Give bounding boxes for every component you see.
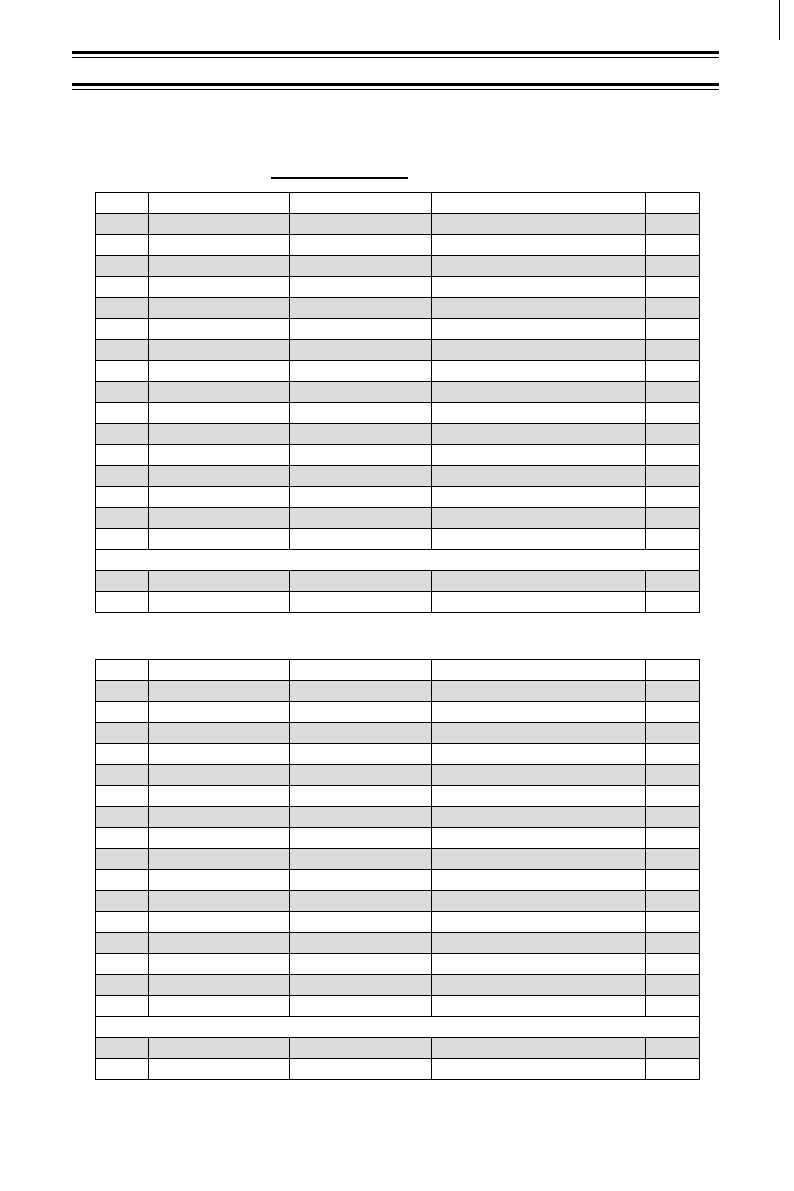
table-cell xyxy=(432,660,646,681)
table-cell xyxy=(646,298,700,319)
table-cell xyxy=(290,954,432,975)
table-cell xyxy=(432,508,646,529)
table-cell xyxy=(290,702,432,723)
table-cell xyxy=(149,571,290,592)
table-cell xyxy=(96,975,149,996)
table-cell xyxy=(432,361,646,382)
table-cell xyxy=(96,382,149,403)
data-table-1 xyxy=(95,192,700,613)
table-cell xyxy=(290,445,432,466)
table-cell xyxy=(646,912,700,933)
table-cell xyxy=(149,744,290,765)
header-text xyxy=(72,62,719,80)
table-cell xyxy=(432,193,646,214)
table-row xyxy=(96,424,700,445)
table-cell xyxy=(646,744,700,765)
table-cell xyxy=(432,807,646,828)
table-cell xyxy=(96,361,149,382)
table-cell xyxy=(149,424,290,445)
table-cell xyxy=(96,445,149,466)
table-cell xyxy=(290,870,432,891)
data-table-2 xyxy=(95,659,700,1080)
table-cell xyxy=(149,849,290,870)
table-cell xyxy=(290,891,432,912)
table-cell xyxy=(290,277,432,298)
table-cell xyxy=(96,256,149,277)
table-cell xyxy=(646,1038,700,1059)
table-cell xyxy=(290,529,432,550)
table-cell xyxy=(96,849,149,870)
table-cell xyxy=(96,235,149,256)
table-cell xyxy=(96,319,149,340)
table-cell xyxy=(432,256,646,277)
table-row xyxy=(96,403,700,424)
table-row xyxy=(96,912,700,933)
table-cell xyxy=(432,592,646,613)
table-cell xyxy=(96,592,149,613)
table-cell xyxy=(96,1038,149,1059)
table-cell xyxy=(96,660,149,681)
table-cell xyxy=(290,681,432,702)
page-number-mark xyxy=(771,0,780,40)
table-row xyxy=(96,660,700,681)
table-row xyxy=(96,954,700,975)
table-cell xyxy=(432,912,646,933)
table-cell xyxy=(96,807,149,828)
table-cell xyxy=(149,508,290,529)
table-cell xyxy=(646,723,700,744)
table-cell xyxy=(149,1059,290,1080)
table-cell xyxy=(290,508,432,529)
table-cell xyxy=(646,849,700,870)
table-row xyxy=(96,361,700,382)
table-row xyxy=(96,277,700,298)
table-cell xyxy=(290,193,432,214)
table-cell xyxy=(646,508,700,529)
table-cell xyxy=(290,744,432,765)
table-cell xyxy=(96,912,149,933)
table-cell xyxy=(646,340,700,361)
table-cell xyxy=(290,807,432,828)
table-cell xyxy=(290,214,432,235)
table-cell xyxy=(646,592,700,613)
table-cell xyxy=(432,214,646,235)
table-cell xyxy=(290,466,432,487)
table-cell xyxy=(96,403,149,424)
table-cell xyxy=(96,298,149,319)
table-cell xyxy=(149,765,290,786)
table-cell xyxy=(432,891,646,912)
table-row xyxy=(96,891,700,912)
table-row xyxy=(96,933,700,954)
table-row xyxy=(96,786,700,807)
table-cell xyxy=(149,298,290,319)
table-cell xyxy=(646,975,700,996)
table-cell xyxy=(646,466,700,487)
table-cell xyxy=(96,1059,149,1080)
table-cell xyxy=(646,403,700,424)
table-cell xyxy=(646,1059,700,1080)
table-cell xyxy=(290,1038,432,1059)
table-cell xyxy=(96,954,149,975)
table-cell xyxy=(290,933,432,954)
table-cell xyxy=(96,996,149,1017)
table-cell xyxy=(290,786,432,807)
table-cell xyxy=(646,214,700,235)
header-rule-top-thin xyxy=(72,57,719,58)
table-cell xyxy=(646,807,700,828)
table-cell xyxy=(96,744,149,765)
table-cell xyxy=(646,382,700,403)
table-row xyxy=(96,298,700,319)
table-row xyxy=(96,681,700,702)
table-cell xyxy=(96,214,149,235)
table-cell xyxy=(646,256,700,277)
table-cell xyxy=(646,361,700,382)
table-cell xyxy=(646,681,700,702)
table-row xyxy=(96,529,700,550)
table-cell xyxy=(149,445,290,466)
table-cell xyxy=(646,702,700,723)
table-row xyxy=(96,508,700,529)
table-cell xyxy=(290,571,432,592)
table-cell xyxy=(96,277,149,298)
table-row xyxy=(96,592,700,613)
table-cell xyxy=(432,849,646,870)
table-cell xyxy=(96,424,149,445)
table-cell xyxy=(290,361,432,382)
table-row xyxy=(96,870,700,891)
table-row xyxy=(96,487,700,508)
table-cell xyxy=(432,277,646,298)
table-cell xyxy=(432,445,646,466)
table-cell xyxy=(290,403,432,424)
table-cell xyxy=(432,571,646,592)
table-cell xyxy=(290,828,432,849)
table-cell xyxy=(432,765,646,786)
table-cell xyxy=(432,298,646,319)
table-cell xyxy=(96,466,149,487)
table-cell xyxy=(149,592,290,613)
table-cell xyxy=(290,1059,432,1080)
table-cell xyxy=(646,954,700,975)
table-cell xyxy=(646,193,700,214)
table-row xyxy=(96,340,700,361)
table-cell xyxy=(149,807,290,828)
table-cell xyxy=(432,403,646,424)
table-cell xyxy=(646,277,700,298)
table-cell xyxy=(432,933,646,954)
table-cell xyxy=(432,466,646,487)
table-cell xyxy=(149,975,290,996)
table-cell xyxy=(432,319,646,340)
table-cell xyxy=(432,382,646,403)
table-section-row xyxy=(96,1017,700,1038)
table-cell xyxy=(646,891,700,912)
table-cell xyxy=(646,828,700,849)
table-cell xyxy=(290,723,432,744)
table-cell xyxy=(149,466,290,487)
table-cell xyxy=(96,193,149,214)
table-cell xyxy=(149,933,290,954)
table-cell xyxy=(149,954,290,975)
table-cell xyxy=(149,319,290,340)
table-cell xyxy=(149,193,290,214)
table-cell xyxy=(149,235,290,256)
table-cell xyxy=(646,487,700,508)
table-cell xyxy=(96,681,149,702)
table-cell xyxy=(432,235,646,256)
header-rule-bottom xyxy=(72,83,719,86)
section-title xyxy=(271,158,408,176)
table-cell xyxy=(149,828,290,849)
table-cell xyxy=(432,870,646,891)
table-cell xyxy=(96,828,149,849)
table-cell xyxy=(149,891,290,912)
table-section-row xyxy=(96,550,700,571)
table-cell xyxy=(432,996,646,1017)
table-cell xyxy=(432,424,646,445)
table-cell xyxy=(432,828,646,849)
table-cell xyxy=(149,277,290,298)
table-cell xyxy=(149,996,290,1017)
table-cell xyxy=(290,382,432,403)
table-cell xyxy=(96,870,149,891)
table-cell xyxy=(149,382,290,403)
table-cell xyxy=(290,235,432,256)
table-row xyxy=(96,975,700,996)
table-row xyxy=(96,849,700,870)
table-cell xyxy=(290,765,432,786)
table-row xyxy=(96,382,700,403)
table-cell xyxy=(149,361,290,382)
table-row xyxy=(96,256,700,277)
table-cell xyxy=(149,723,290,744)
table-cell xyxy=(96,933,149,954)
table-row xyxy=(96,571,700,592)
table-cell xyxy=(646,445,700,466)
table-cell xyxy=(646,529,700,550)
table-row xyxy=(96,1038,700,1059)
table-cell xyxy=(149,702,290,723)
table-cell xyxy=(149,214,290,235)
table-cell xyxy=(149,912,290,933)
table-cell xyxy=(290,996,432,1017)
table-cell xyxy=(290,912,432,933)
table-cell xyxy=(646,571,700,592)
table-cell xyxy=(96,487,149,508)
table-cell xyxy=(432,681,646,702)
table-cell xyxy=(290,298,432,319)
table-row xyxy=(96,235,700,256)
table-cell xyxy=(432,786,646,807)
section-title-underline xyxy=(271,177,408,179)
table-cell xyxy=(432,975,646,996)
table-cell xyxy=(149,487,290,508)
table-cell xyxy=(96,508,149,529)
table-row xyxy=(96,1059,700,1080)
table-cell xyxy=(432,702,646,723)
table-row xyxy=(96,765,700,786)
table-cell xyxy=(432,1059,646,1080)
table-row xyxy=(96,445,700,466)
table-cell xyxy=(96,571,149,592)
table-cell xyxy=(646,933,700,954)
table-cell xyxy=(290,592,432,613)
table-cell xyxy=(149,403,290,424)
table-cell xyxy=(432,529,646,550)
table-cell xyxy=(290,975,432,996)
table-cell xyxy=(432,340,646,361)
table-cell xyxy=(432,1038,646,1059)
table-row xyxy=(96,996,700,1017)
table-cell xyxy=(149,340,290,361)
table-cell xyxy=(290,424,432,445)
table-cell xyxy=(96,891,149,912)
table-row xyxy=(96,214,700,235)
table-cell xyxy=(646,870,700,891)
table-cell xyxy=(290,849,432,870)
table-cell xyxy=(646,424,700,445)
table-cell xyxy=(432,954,646,975)
table-row xyxy=(96,723,700,744)
table-cell xyxy=(149,786,290,807)
table-cell xyxy=(149,870,290,891)
table-row xyxy=(96,193,700,214)
table-cell xyxy=(432,487,646,508)
table-cell xyxy=(96,340,149,361)
table-cell xyxy=(646,786,700,807)
table-cell xyxy=(432,744,646,765)
table-section-cell xyxy=(96,550,700,571)
table-cell xyxy=(646,319,700,340)
table-cell xyxy=(96,702,149,723)
table-cell xyxy=(290,256,432,277)
table-row xyxy=(96,319,700,340)
table-row xyxy=(96,744,700,765)
table-cell xyxy=(646,765,700,786)
table-cell xyxy=(149,660,290,681)
table-cell xyxy=(96,765,149,786)
table-cell xyxy=(646,235,700,256)
table-section-cell xyxy=(96,1017,700,1038)
table-row xyxy=(96,828,700,849)
table-cell xyxy=(96,723,149,744)
table-cell xyxy=(96,529,149,550)
table-cell xyxy=(149,681,290,702)
table-row xyxy=(96,466,700,487)
table-cell xyxy=(290,487,432,508)
table-row xyxy=(96,807,700,828)
table-cell xyxy=(290,319,432,340)
table-cell xyxy=(149,256,290,277)
header-rule-top xyxy=(72,51,719,54)
table-cell xyxy=(646,660,700,681)
header-rule-bottom-thin xyxy=(72,89,719,90)
table-cell xyxy=(149,1038,290,1059)
table-cell xyxy=(290,340,432,361)
table-cell xyxy=(96,786,149,807)
table-cell xyxy=(646,996,700,1017)
table-cell xyxy=(149,529,290,550)
table-cell xyxy=(432,723,646,744)
table-cell xyxy=(290,660,432,681)
table-row xyxy=(96,702,700,723)
